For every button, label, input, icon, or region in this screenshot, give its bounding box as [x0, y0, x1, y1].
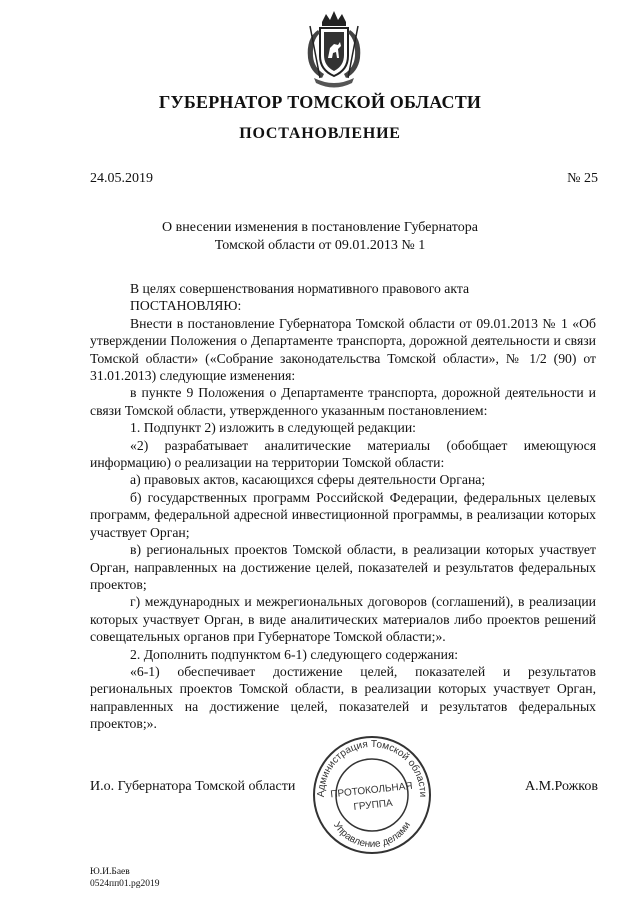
paragraph: а) правовых актов, касающихся сферы деятельности Органа; — [130, 472, 486, 488]
document-type: ПОСТАНОВЛЕНИЕ — [239, 125, 401, 142]
paragraph: В целях совершенствования нормативного правового акта — [130, 281, 470, 296]
subject-line-2: Томской области от 09.01.2013 № 1 — [214, 238, 426, 253]
document-body — [90, 280, 596, 733]
paragraph: б) государственных программ Российской Федерации, федеральных целевых программ, федеральной адресной инвестиционной программы, в реализации которых участвует Орган; — [90, 489, 596, 540]
executor-name: Ю.И.Баев — [90, 867, 130, 877]
signatory-name: А.М.Рожков — [524, 779, 598, 794]
document-date: 24.05.2019 — [90, 171, 153, 186]
paragraph: в) региональных проектов Томской области, в реализации которых участвует Орган, направленных на достижение целей, показателей и результатов федеральных проектов; — [90, 542, 596, 592]
footer-info — [90, 866, 160, 890]
document-number: № 25 — [567, 171, 598, 186]
official-stamp — [310, 733, 434, 857]
paragraph: 1. Подпункт 2) изложить в следующей редакции: — [130, 420, 416, 436]
signatory-position: И.о. Губернатора Томской области — [90, 779, 296, 794]
paragraph: «6-1) обеспечивает достижение целей, показателей и результатов региональных проектов Томской области, в реализации которых участвует Орган, направленных на достижение целей, показателей и результатов федеральных проектов;». — [90, 663, 596, 732]
issuer-title: ГУБЕРНАТОР ТОМСКОЙ ОБЛАСТИ — [158, 92, 482, 112]
stamp-center-line-2: ГРУППА — [352, 797, 394, 813]
document-subject — [0, 219, 640, 255]
paragraph: ПОСТАНОВЛЯЮ: — [130, 298, 242, 314]
paragraph: 2. Дополнить подпунктом 6-1) следующего содержания: — [130, 646, 459, 662]
stamp-center-line-1: ПРОТОКОЛЬНАЯ — [329, 780, 414, 801]
paragraph: г) международных и межрегиональных договоров (соглашений), в реализации которых участвует Орган, в виде аналитических материалов либо проектов решений совещательных органов при Губернаторе Томской области;». — [90, 594, 596, 645]
stamp-ring-bottom: Управление делами — [330, 820, 414, 851]
paragraph: в пункте 9 Положения о Департаменте транспорта, дорожной деятельности и связи Томской области, утвержденного указанным постановлением: — [90, 385, 596, 418]
paragraph: Внести в постановление Губернатора Томской области от 09.01.2013 № 1 «Об утверждении Положения о Департаменте транспорта, дорожной деятельности и связи Томской области» («Собрание законодательства Томской области», № 1/2 (90) от 31.01.2013) следующие изменения: — [90, 315, 596, 384]
subject-line-1: О внесении изменения в постановление Губернатора — [162, 220, 478, 235]
file-code: 0524пп01.pg2019 — [90, 879, 160, 889]
coat-of-arms-icon — [300, 8, 368, 88]
paragraph: «2) разрабатывает аналитические материалы (обобщает имеющуюся информацию) о реализации на территории Томской области: — [90, 437, 596, 471]
stamp-ring-top: Администрация Томской области — [315, 738, 429, 798]
